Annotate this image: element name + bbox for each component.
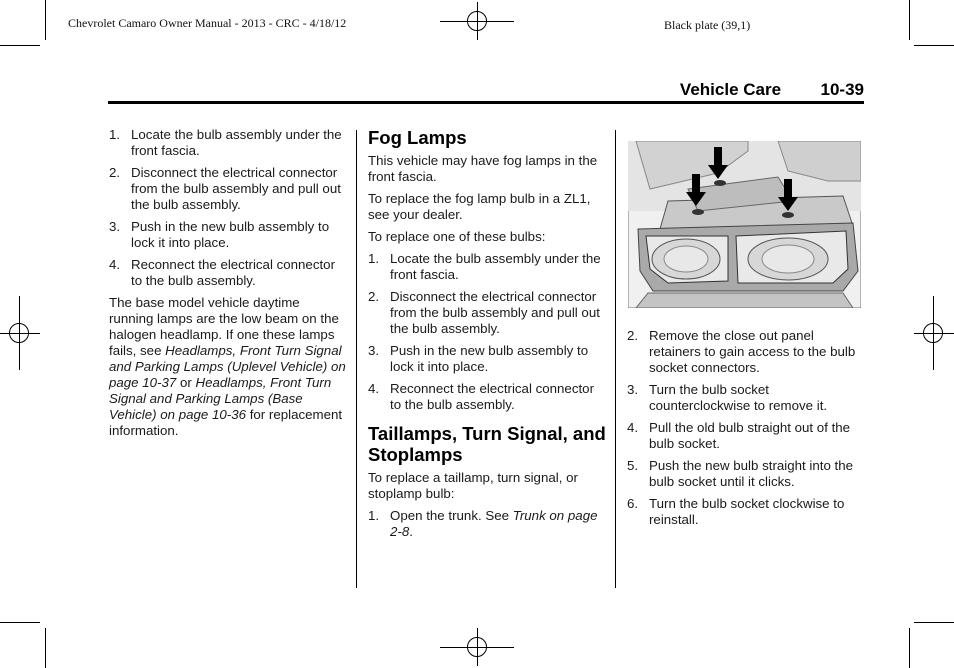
taillamps-heading: Taillamps, Turn Signal, and Stoplamps — [368, 423, 606, 465]
list-item: 3. Push in the new bulb assembly to lock it into place. — [368, 343, 589, 374]
crop-mark — [909, 628, 910, 668]
column-divider — [615, 130, 616, 588]
header-rule — [108, 101, 864, 104]
page-number: 10-39 — [820, 80, 864, 99]
running-head — [680, 80, 864, 100]
column-2 — [368, 127, 606, 546]
cross-reference-link[interactable]: Trunk on page 2-8 — [390, 508, 598, 539]
list-item: 1. Locate the bulb assembly under the front fascia. — [368, 251, 601, 282]
list-item: 2. Remove the close out panel retainers to gain access to the bulb socket connectors. — [627, 328, 856, 375]
column-3 — [627, 328, 863, 534]
step-list — [109, 127, 347, 289]
list-item: 2. Disconnect the electrical connector from the bulb assembly and pull out the bulb assembly. — [368, 289, 600, 336]
paragraph: This vehicle may have fog lamps in the front fascia. — [368, 153, 598, 184]
crop-mark — [0, 45, 40, 46]
list-item: 4. Reconnect the electrical connector to the bulb assembly. — [109, 257, 335, 288]
taillamp-illustration — [628, 141, 861, 308]
step-list — [627, 328, 863, 528]
crop-mark — [45, 0, 46, 40]
paragraph: To replace one of these bulbs: — [368, 229, 546, 244]
slug-right: Black plate (39,1) — [664, 18, 751, 32]
crop-mark — [0, 622, 40, 623]
drl-paragraph: The base model vehicle daytime running lamps are the low beam on the halogen headlamp. If one these lamps fails, see Headlamps, Front Turn Signal and Parking Lamps (Uplevel Vehicle) on page 10-37 or Headlamps, Front Turn Signal and Parking Lamps (Base Vehicle) on page 10-36 for replacement information. — [109, 295, 346, 438]
column-1 — [109, 127, 347, 445]
registration-mark-left — [0, 296, 40, 370]
paragraph: To replace the fog lamp bulb in a ZL1, see your dealer. — [368, 191, 591, 222]
step-list — [368, 508, 606, 540]
step-list — [368, 251, 606, 413]
section-title: Vehicle Care — [679, 80, 782, 99]
registration-mark-bottom — [440, 628, 514, 666]
registration-mark-top — [440, 2, 514, 40]
list-item: 3. Push in the new bulb assembly to lock it into place. — [109, 219, 330, 250]
list-item: 4. Pull the old bulb straight out of the bulb socket. — [627, 420, 851, 451]
cross-reference-link[interactable]: Headlamps, Front Turn Signal and Parking Lamps (Uplevel Vehicle) on page 10-37 — [109, 343, 346, 390]
fog-lamps-heading: Fog Lamps — [368, 127, 467, 148]
list-item: 3. Turn the bulb socket counterclockwise to remove it. — [627, 382, 828, 413]
slug-left: Chevrolet Camaro Owner Manual - 2013 - CRC - 4/18/12 — [68, 16, 347, 30]
list-item: 4. Reconnect the electrical connector to the bulb assembly. — [368, 381, 594, 412]
list-item: 5. Push the new bulb straight into the bulb socket until it clicks. — [627, 458, 854, 489]
crop-mark — [914, 622, 954, 623]
paragraph: To replace a taillamp, turn signal, or stoplamp bulb: — [368, 470, 578, 501]
crop-mark — [909, 0, 910, 40]
registration-mark-right — [914, 296, 954, 370]
list-item: 1. Open the trunk. See Trunk on page 2-8. — [368, 508, 598, 539]
trunk-taillamp-drawing — [628, 141, 861, 308]
list-item: 1. Locate the bulb assembly under the front fascia. — [109, 127, 342, 158]
list-item: 2. Disconnect the electrical connector from the bulb assembly and pull out the bulb assembly. — [109, 165, 341, 212]
crop-mark — [45, 628, 46, 668]
list-item: 6. Turn the bulb socket clockwise to reinstall. — [627, 496, 845, 527]
cross-reference-link[interactable]: Headlamps, Front Turn Signal and Parking Lamps (Base Vehicle) on page 10-36 — [109, 375, 332, 422]
column-divider — [356, 130, 357, 588]
crop-mark — [914, 45, 954, 46]
